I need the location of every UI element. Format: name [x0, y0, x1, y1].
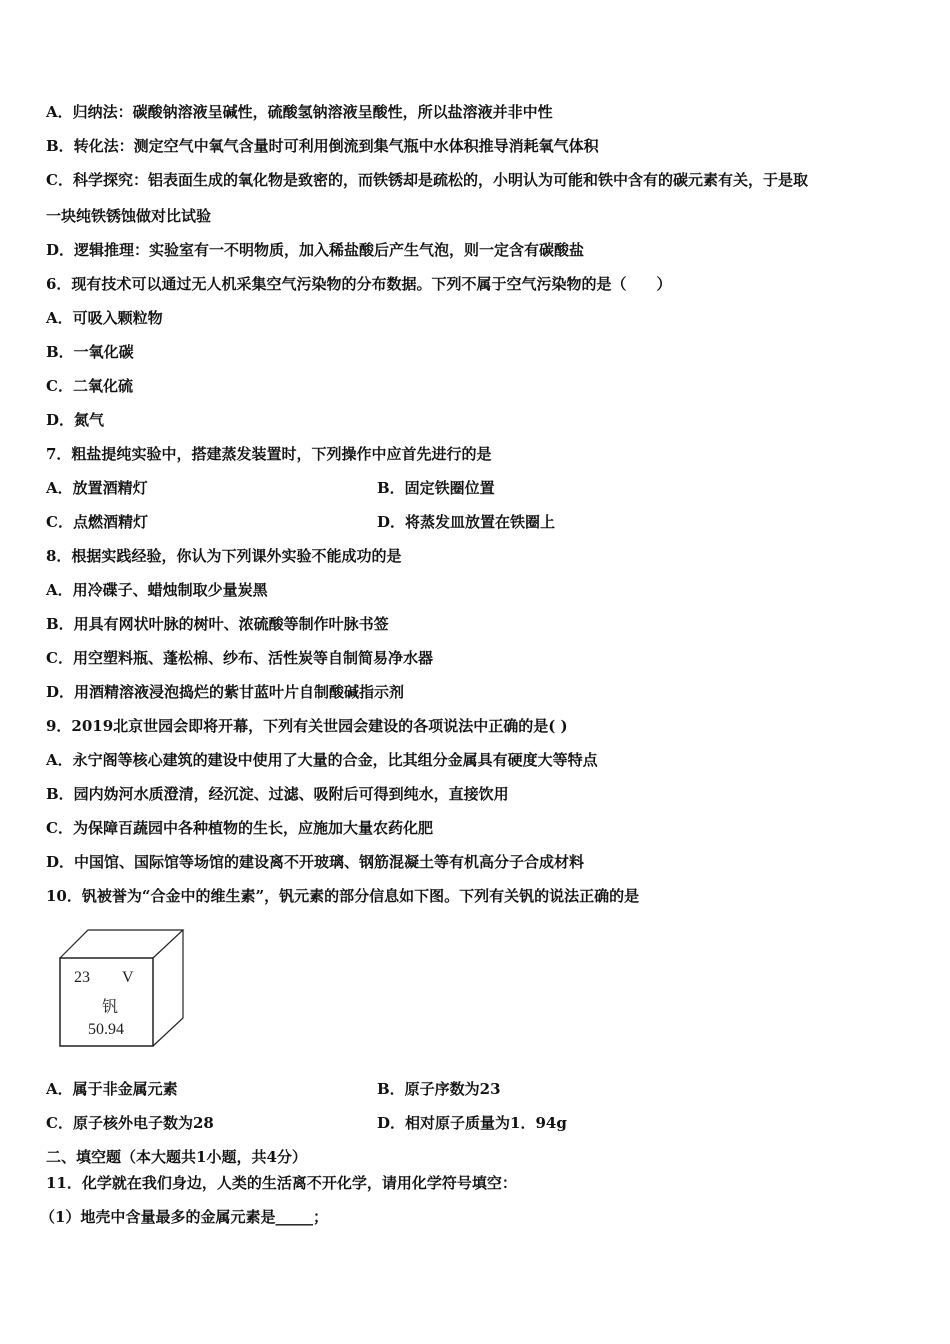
element-name: 钒: [102, 999, 119, 1016]
q8-option-a: A．用冷碟子、蜡烛制取少量炭黑: [46, 581, 268, 599]
q7-stem: 7．粗盐提纯实验中，搭建蒸发装置时，下列操作中应首先进行的是: [46, 445, 492, 463]
q9-option-a: A．永宁阁等核心建筑的建设中使用了大量的合金，比其组分金属具有硬度大等特点: [46, 751, 598, 769]
q6-option-a: A．可吸入颗粒物: [46, 309, 163, 327]
q9-option-d: D．中国馆、国际馆等场馆的建设离不开玻璃、钢筋混凝土等有机高分子合成材料: [46, 853, 585, 871]
q8-option-c: C．用空塑料瓶、蓬松棉、纱布、活性炭等自制简易净水器: [46, 649, 433, 667]
q7-option-c: C．点燃酒精灯: [46, 513, 148, 531]
atomic-number: 23: [74, 969, 90, 986]
q11-part-1: （1）地壳中含量最多的金属元素是_____；: [40, 1208, 328, 1226]
vanadium-element-cube: [58, 928, 186, 1048]
q10-option-c: C．原子核外电子数为28: [46, 1114, 214, 1132]
q10-option-d: D．相对原子质量为1．94g: [377, 1114, 567, 1132]
q5-option-d: D．逻辑推理：实验室有一不明物质，加入稀盐酸后产生气泡，则一定含有碳酸盐: [46, 241, 585, 259]
q9-option-c: C．为保障百蔬园中各种植物的生长，应施加大量农药化肥: [46, 819, 433, 837]
q6-stem: 6．现有技术可以通过无人机采集空气污染物的分布数据。下列不属于空气污染物的是（ ）: [46, 275, 672, 293]
q11-stem: 11．化学就在我们身边，人类的生活离不开化学，请用化学符号填空：: [46, 1174, 517, 1192]
q8-option-d: D．用酒精溶液浸泡捣烂的紫甘蓝叶片自制酸碱指示剂: [46, 683, 405, 701]
q5-option-c-cont: 一块纯铁锈蚀做对比试验: [46, 207, 212, 225]
q5-option-c: C．科学探究：铝表面生成的氧化物是致密的，而铁锈却是疏松的，小明认为可能和铁中含有的碳元素有关，于是取: [46, 171, 808, 189]
section-heading: 二、填空题（本大题共1小题，共4分）: [46, 1148, 307, 1166]
q7-option-a: A．放置酒精灯: [46, 479, 148, 497]
q5-option-a: A．归纳法：碳酸钠溶液呈碱性，硫酸氢钠溶液呈酸性，所以盐溶液并非中性: [46, 103, 553, 121]
q6-option-c: C．二氧化硫: [46, 377, 133, 395]
q6-option-b: B．一氧化碳: [46, 343, 134, 361]
q8-stem: 8．根据实践经验，你认为下列课外实验不能成功的是: [46, 547, 402, 565]
q10-stem: 10．钒被誉为“合金中的维生素”，钒元素的部分信息如下图。下列有关钒的说法正确的是: [46, 887, 640, 905]
q5-option-b: B．转化法：测定空气中氧气含量时可利用倒流到集气瓶中水体积推导消耗氧气体积: [46, 137, 599, 155]
q10-option-a: A．属于非金属元素: [46, 1080, 178, 1098]
atomic-mass: 50.94: [88, 1021, 124, 1038]
q6-option-d: D．氮气: [46, 411, 105, 429]
q10-option-b: B．原子序数为23: [377, 1080, 501, 1098]
q7-option-d: D．将蒸发皿放置在铁圈上: [377, 513, 556, 531]
q9-stem: 9．2019北京世园会即将开幕，下列有关世园会建设的各项说法中正确的是( ): [46, 717, 568, 735]
q8-option-b: B．用具有网状叶脉的树叶、浓硫酸等制作叶脉书签: [46, 615, 389, 633]
element-symbol: V: [122, 969, 134, 986]
q7-option-b: B．固定铁圈位置: [377, 479, 495, 497]
q9-option-b: B．园内妫河水质澄清，经沉淀、过滤、吸附后可得到纯水，直接饮用: [46, 785, 509, 803]
